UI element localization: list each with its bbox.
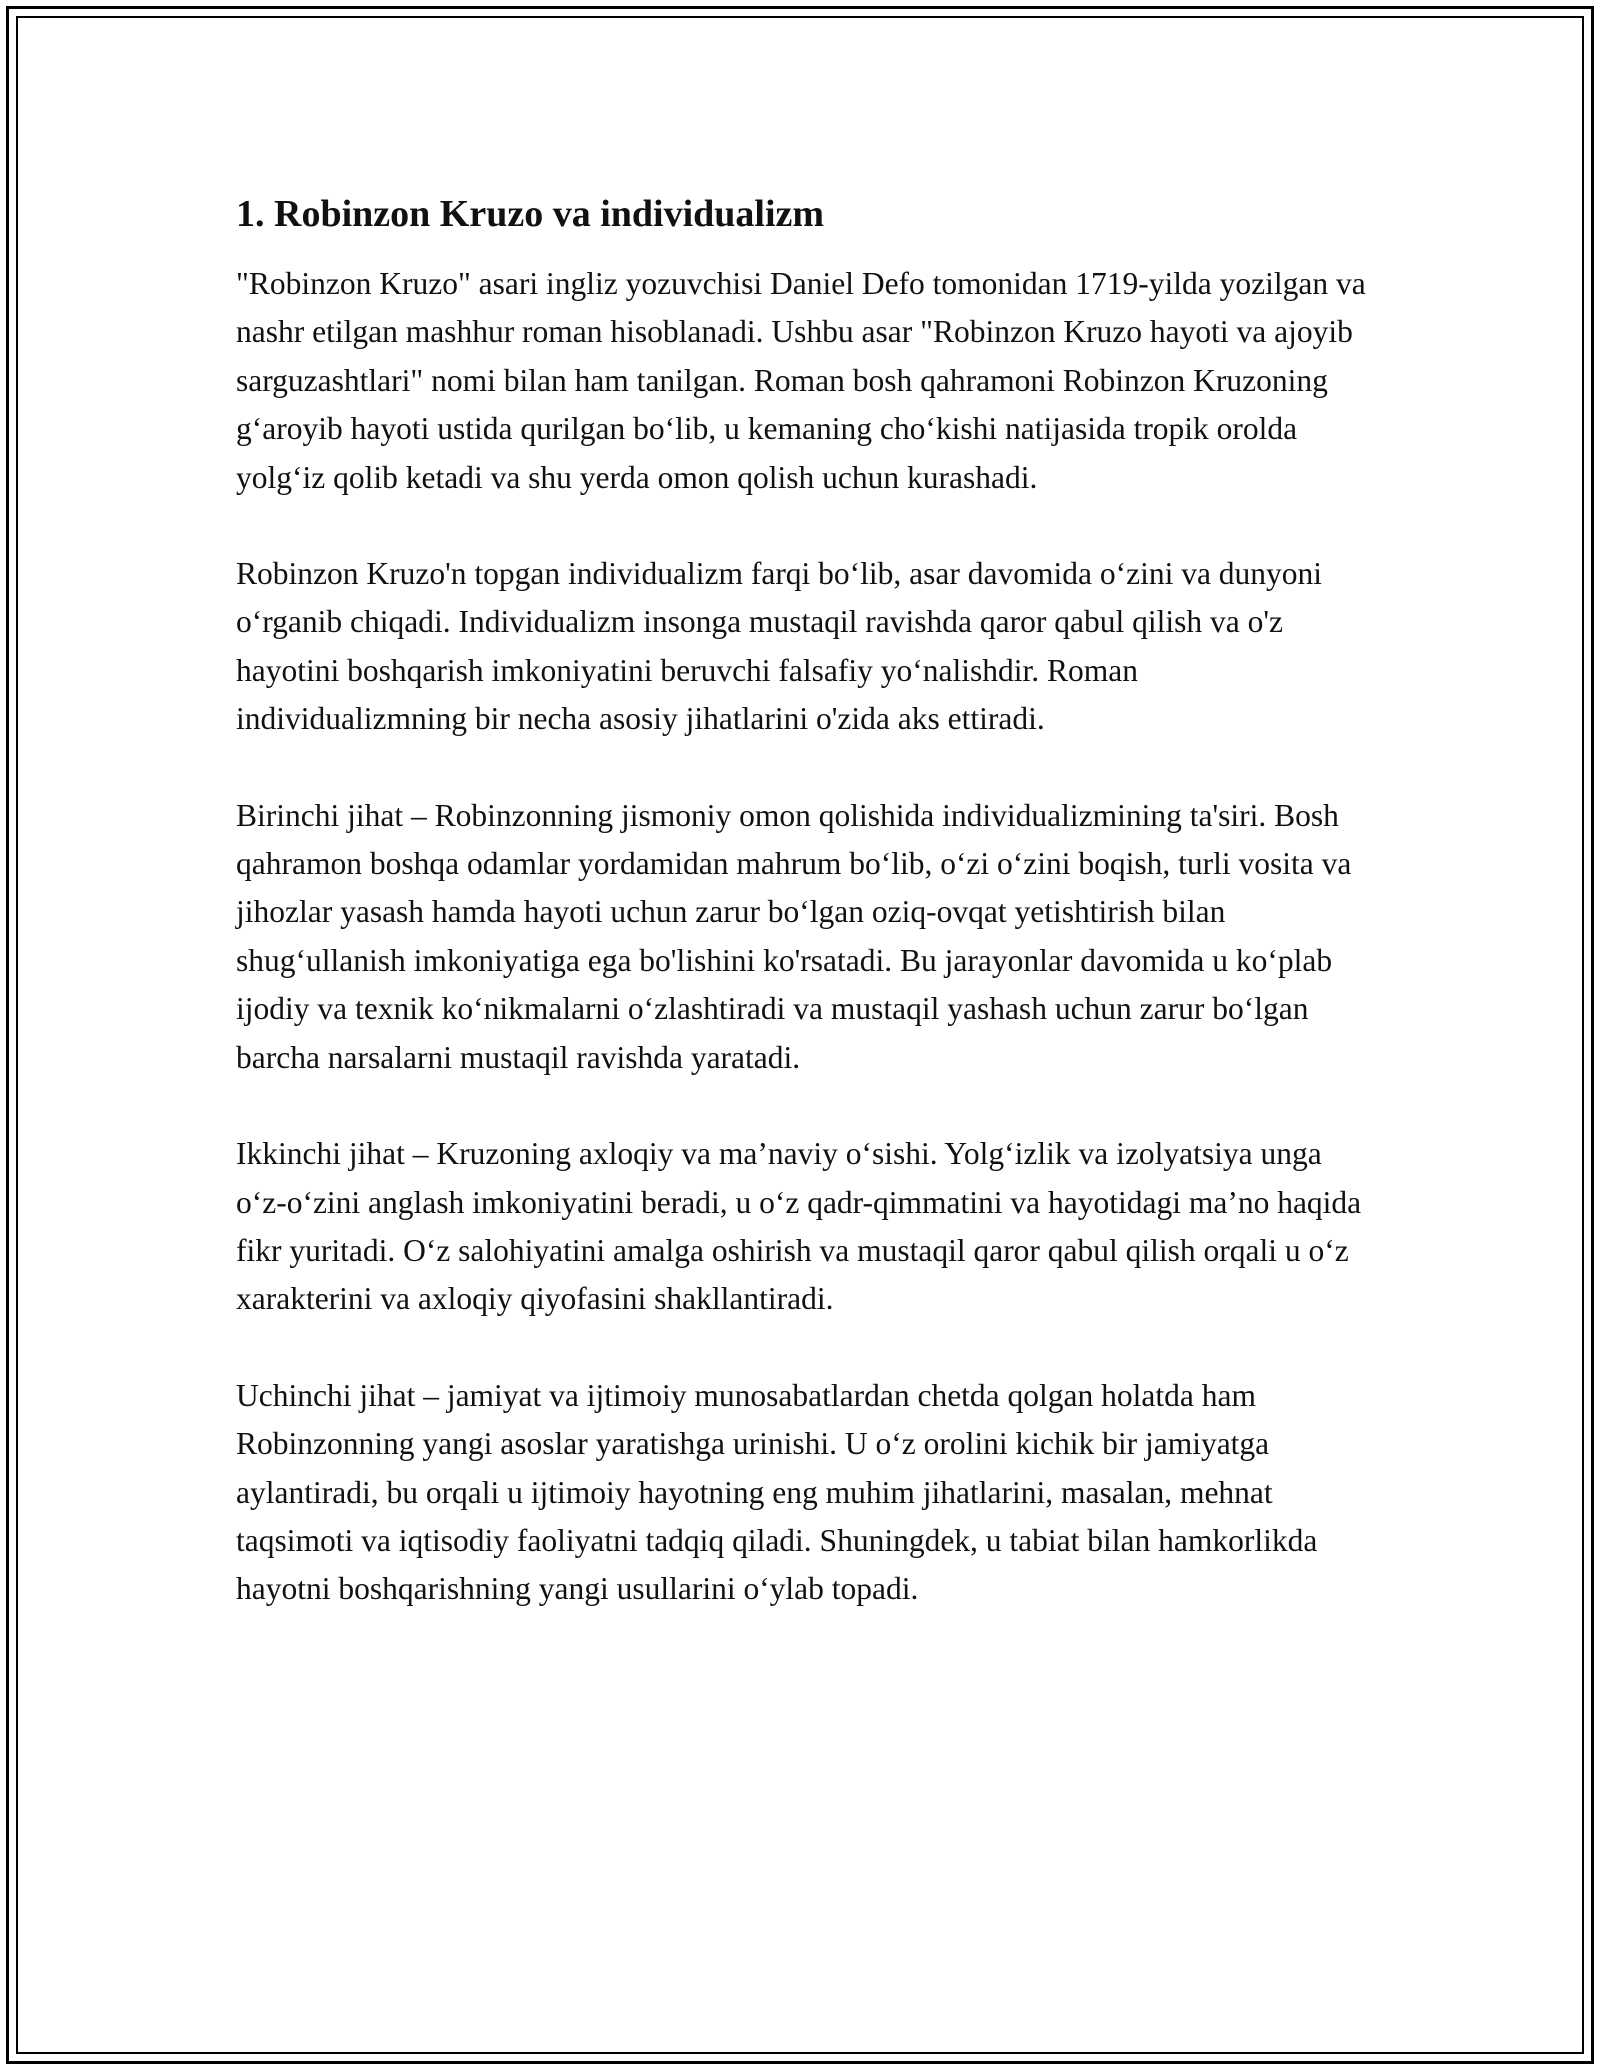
document-body [236,182,1366,1662]
section-heading: 1. Robinzon Kruzo va individualizm [236,193,825,235]
paragraph-intro: "Robinzon Kruzo" asari ingliz yozuvchisi Daniel Defo tomonidan 1719-yilda yozilgan va nashr etilgan mashhur roman hisoblanadi. Ushbu asar "Robinzon Kruzo hayoti va ajoyib sarguzashtlari" nomi bilan ham tanilgan. Roman bosh qahramoni Robinzon Kruzoning g‘aroyib hayoti ustida qurilgan bo‘lib, u kemaning cho‘kishi natijasida tropik orolda yolg‘iz qolib ketadi va shu yerda omon qolish uchun kurashadi. [236,266,1366,495]
paragraph-third-aspect: Uchinchi jihat – jamiyat va ijtimoiy munosabatlardan chetda qolgan holatda ham Robinzonning yangi asoslar yaratishga urinishi. U o‘z orolini kichik bir jamiyatga aylantiradi, bu orqali u ijtimoiy hayotning eng muhim jihatlarini, masalan, mehnat taqsimoti va iqtisodiy faoliyatni tadqiq qiladi. Shuningdek, u tabiat bilan hamkorlikda hayotni boshqarishning yangi usullarini o‘ylab topadi. [236,1377,1318,1607]
paragraph-first-aspect: Birinchi jihat – Robinzonning jismoniy omon qolishida individualizmining ta'siri. Bosh qahramon boshqa odamlar yordamidan mahrum bo‘lib, o‘zi o‘zini boqish, turli vosita va jihozlar yasash hamda hayoti uchun zarur bo‘lgan oziq-ovqat yetishtirish bilan shug‘ullanish imkoniyatiga ega bo'lishini ko'rsatadi. Bu jarayonlar davomida u ko‘plab ijodiy va texnik ko‘nikmalarni o‘zlashtiradi va mustaqil yashash uchun zarur bo‘lgan barcha narsalarni mustaqil ravishda yaratadi. [236,797,1352,1075]
paragraph-second-aspect: Ikkinchi jihat – Kruzoning axloqiy va ma’naviy o‘sishi. Yolg‘izlik va izolyatsiya unga o‘z-o‘zini anglash imkoniyatini beradi, u o‘z qadr-qimmatini va hayotidagi ma’no haqida fikr yuritadi. O‘z salohiyatini amalga oshirish va mustaqil qaror qabul qilish orqali u o‘z xarakterini va axloqiy qiyofasini shakllantiradi. [236,1136,1362,1317]
paragraph-individualism: Robinzon Kruzo'n topgan individualizm farqi bo‘lib, asar davomida o‘zini va dunyoni o‘rganib chiqadi. Individualizm insonga mustaqil ravishda qaror qabul qilish va o'z hayotini boshqarish imkoniyatini beruvchi falsafiy yo‘nalishdir. Roman individualizmning bir necha asosiy jihatlarini o'zida aks ettiradi. [236,556,1323,737]
